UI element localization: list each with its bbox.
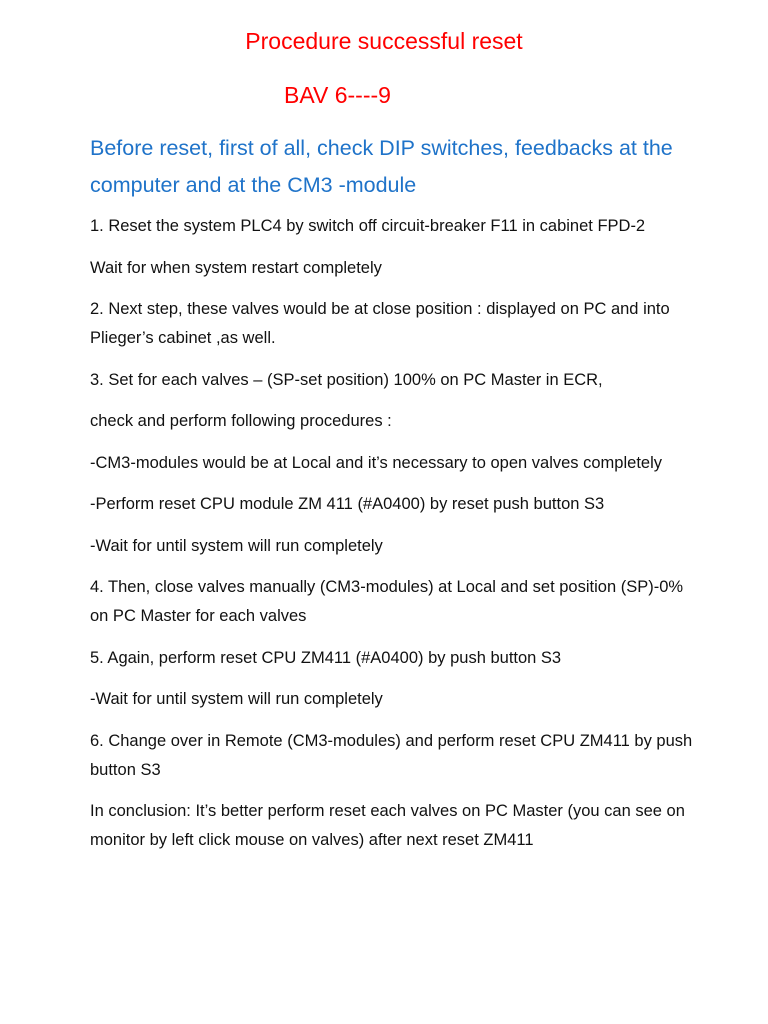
procedure-step-2: 2. Next step, these valves would be at close position : displayed on PC and into Plieger’s cabinet ,as well. <box>90 300 670 347</box>
procedure-step-4: 4. Then, close valves manually (CM3-modules) at Local and set position (SP)-0% on PC Master for each valves <box>90 578 684 625</box>
procedure-step-3-reset: -Perform reset CPU module ZM 411 (#A0400) by reset push button S3 <box>90 495 605 513</box>
procedure-step-3-local: -CM3-modules would be at Local and it’s necessary to open valves completely <box>90 453 662 472</box>
procedure-wait-1: Wait for when system restart completely <box>90 258 382 277</box>
procedure-step-5: 5. Again, perform reset CPU ZM411 (#A0400) by push button S3 <box>90 648 562 667</box>
intro-paragraph: Before reset, first of all, check DIP switches, feedbacks at the computer and at the CM3 -module <box>90 136 673 197</box>
procedure-step-3-check: check and perform following procedures : <box>90 412 392 430</box>
procedure-step-1: 1. Reset the system PLC4 by switch off circuit-breaker F11 in cabinet FPD-2 <box>90 217 646 235</box>
procedure-wait-2: -Wait for until system will run completely <box>90 536 383 555</box>
procedure-step-3: 3. Set for each valves – (SP-set position) 100% on PC Master in ECR, <box>90 370 603 389</box>
procedure-conclusion: In conclusion: It’s better perform reset each valves on PC Master (you can see on monitor by left click mouse on valves) after next reset ZM411 <box>90 802 685 849</box>
procedure-body <box>90 212 700 868</box>
document-subtitle: BAV 6----9 <box>284 82 391 108</box>
procedure-step-6: 6. Change over in Remote (CM3-modules) and perform reset CPU ZM411 by push button S3 <box>90 731 693 779</box>
document-title: Procedure successful reset <box>245 28 523 54</box>
procedure-wait-3: -Wait for until system will run completely <box>90 690 383 708</box>
